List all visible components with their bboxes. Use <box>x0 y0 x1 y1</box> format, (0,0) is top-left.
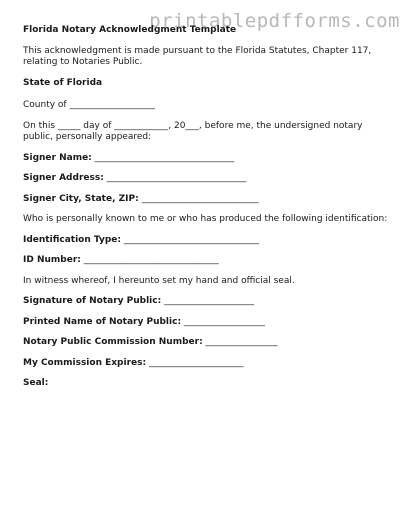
id-type-row <box>23 235 393 247</box>
commission-number-label: Notary Public Commission Number: <box>23 337 203 347</box>
signer-name-row <box>23 153 393 165</box>
signer-name-label: Signer Name: <box>23 152 92 163</box>
signer-city-label: Signer City, State, ZIP: <box>23 193 139 204</box>
id-number-label: ID Number: <box>23 255 81 265</box>
commission-number-row <box>23 337 393 349</box>
seal-label: Seal: <box>23 378 49 388</box>
signer-address-field[interactable]: _______________________________ <box>106 173 247 183</box>
signer-address-row <box>23 173 393 185</box>
notary-signature-field[interactable]: ____________________ <box>164 296 255 306</box>
site-watermark: printablepdfforms.com <box>149 10 400 32</box>
notary-signature-row <box>23 296 393 308</box>
commission-expires-row <box>23 358 393 370</box>
intro-paragraph: This acknowledgment is made pursuant to the Florida Statutes, Chapter 117, relating to Notaries Public. <box>23 45 372 67</box>
signer-city-row <box>23 194 393 206</box>
on-this-paragraph: On this _____ day of ____________, 20___, before me, the undersigned notary public, personally appeared: <box>23 120 363 142</box>
document-body <box>23 25 393 390</box>
commission-number-field[interactable]: ________________ <box>205 337 278 347</box>
county-line: County of ___________________ <box>23 100 155 110</box>
signer-name-field[interactable]: _______________________________ <box>94 152 235 163</box>
commission-expires-field[interactable]: _____________________ <box>148 357 244 368</box>
id-type-field[interactable]: ______________________________ <box>123 234 259 245</box>
id-type-label: Identification Type: <box>23 234 121 245</box>
witness-paragraph: In witness whereof, I hereunto set my hand and official seal. <box>23 275 295 286</box>
signer-address-label: Signer Address: <box>23 173 104 183</box>
commission-expires-label: My Commission Expires: <box>23 357 147 368</box>
notary-signature-label: Signature of Notary Public: <box>23 296 162 306</box>
known-paragraph: Who is personally known to me or who has produced the following identification: <box>23 214 388 224</box>
printed-name-row <box>23 317 393 329</box>
document-title: Florida Notary Acknowledgment Template <box>23 25 237 35</box>
state-heading: State of Florida <box>23 77 103 88</box>
signer-city-field[interactable]: __________________________ <box>141 193 259 204</box>
printed-name-field[interactable]: __________________ <box>183 316 265 327</box>
id-number-field[interactable]: ______________________________ <box>83 255 219 265</box>
id-number-row <box>23 255 393 267</box>
printed-name-label: Printed Name of Notary Public: <box>23 316 182 327</box>
